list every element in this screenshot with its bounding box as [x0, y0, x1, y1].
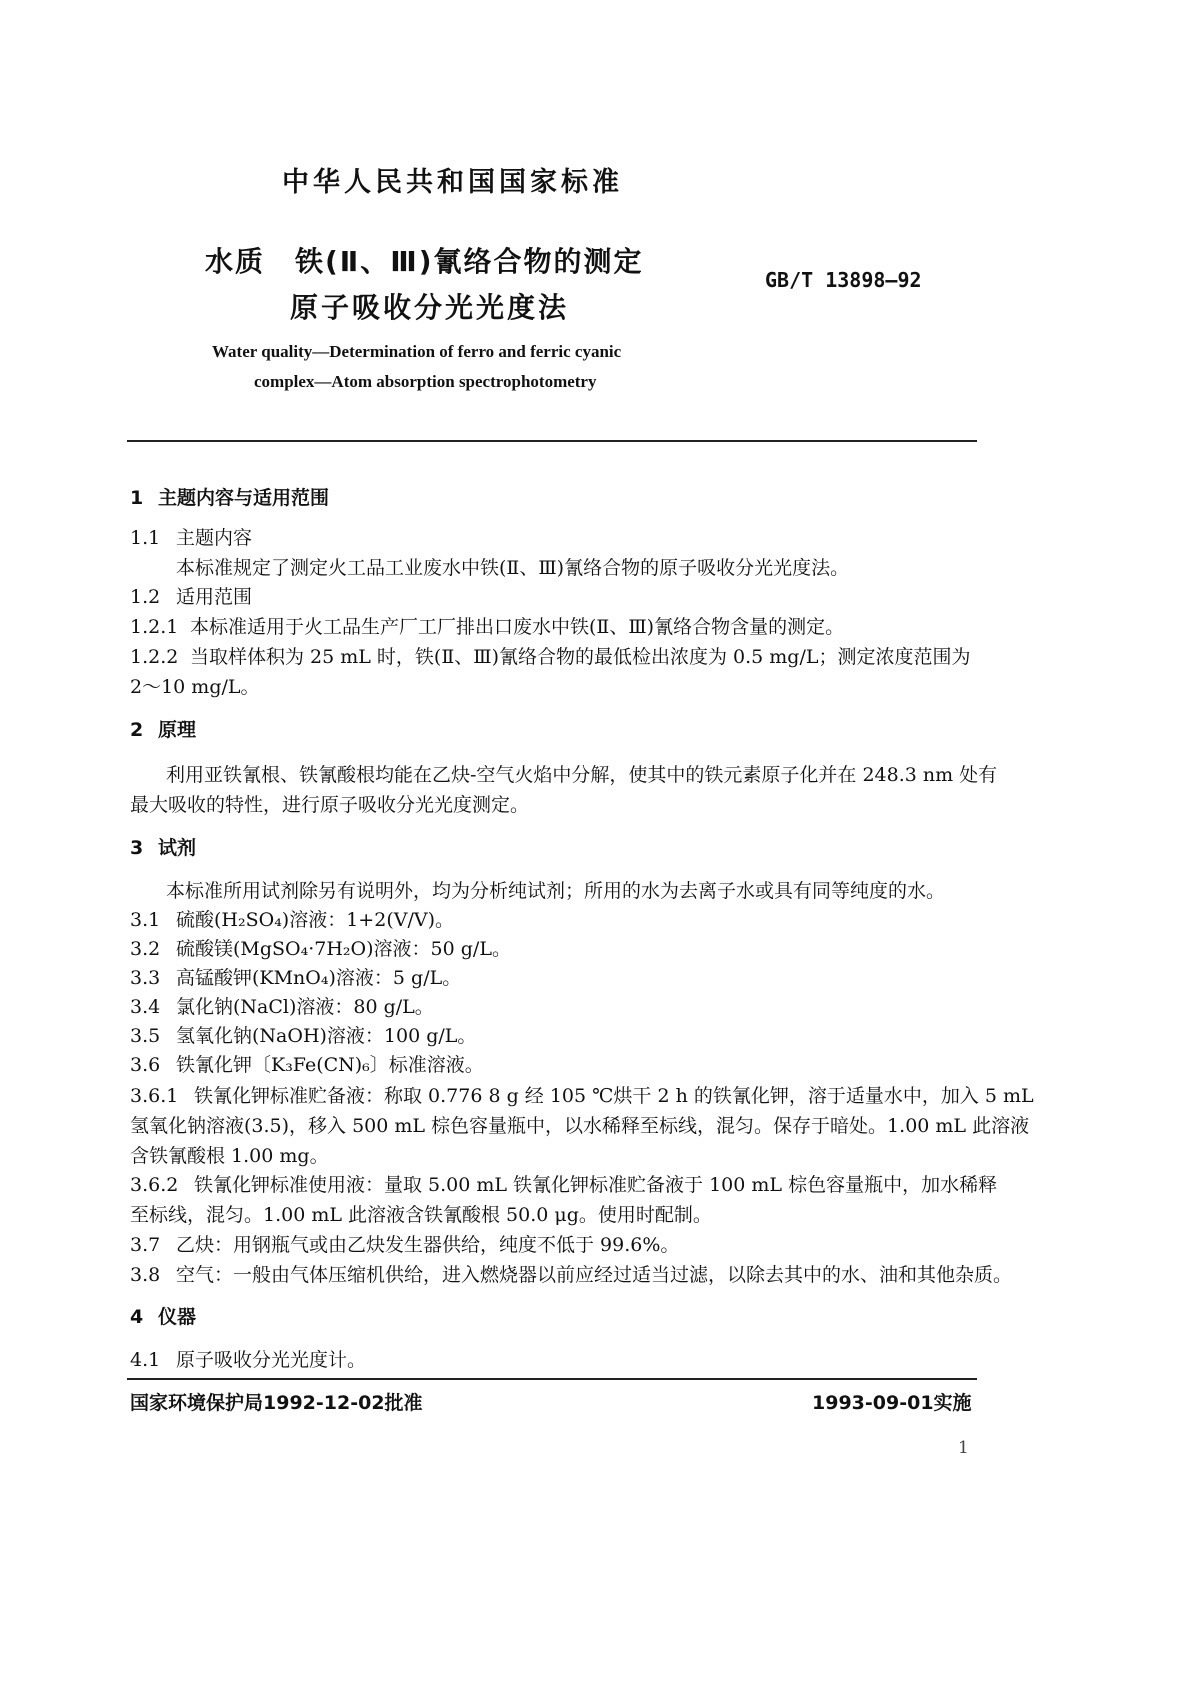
clause-number: 4.1	[130, 1349, 161, 1371]
clause-title: 主题内容	[176, 527, 253, 549]
clause-1-1	[130, 523, 252, 553]
clause-4-1	[130, 1345, 366, 1375]
clause-text: 高锰酸钾(KMnO₄)溶液：5 g/L。	[176, 967, 462, 989]
clause-number: 3.3	[130, 967, 161, 989]
clause-3-5	[130, 1021, 476, 1051]
clause-number: 1.2.2	[130, 646, 179, 668]
clause-number: 3.2	[130, 938, 161, 960]
clause-number: 3.6.2	[130, 1174, 179, 1196]
section-4-heading	[130, 1302, 196, 1329]
clause-text: 乙炔：用钢瓶气或由乙炔发生器供给，纯度不低于 99.6%。	[176, 1234, 680, 1256]
page-number: 1	[958, 1438, 969, 1458]
clause-number: 3.7	[130, 1234, 161, 1256]
clause-number: 3.6	[130, 1054, 161, 1076]
standard-number: GB/T 13898—92	[765, 268, 922, 292]
clause-3-2	[130, 934, 511, 964]
clause-3-6-1-line3: 含铁氰酸根 1.00 mg。	[130, 1145, 329, 1167]
clause-number: 3.8	[130, 1264, 161, 1286]
clause-3-1	[130, 905, 454, 935]
clause-number: 3.6.1	[130, 1085, 179, 1107]
clause-3-6-1	[130, 1081, 1034, 1111]
english-title-line1: Water quality—Determination of ferro and ferric cyanic	[212, 342, 622, 361]
clause-number: 1.1	[130, 527, 161, 549]
footer-divider	[127, 1378, 977, 1380]
implementation-date: 1993-09-01实施	[812, 1392, 972, 1414]
clause-text: 空气：一般由气体压缩机供给，进入燃烧器以前应经过适当过滤，以除去其中的水、油和其他杂质。	[176, 1264, 1013, 1286]
section-number: 2	[130, 719, 144, 741]
section-title: 仪器	[158, 1306, 197, 1328]
clause-number: 1.2	[130, 586, 161, 608]
clause-text: 铁氰化钾标准贮备液：称取 0.776 8 g 经 105 ℃烘干 2 h 的铁氰化钾，溶于适量水中，加入 5 mL	[194, 1085, 1034, 1107]
clause-title: 适用范围	[176, 586, 253, 608]
clause-text: 铁氰化钾〔K₃Fe(CN)₆〕标准溶液。	[176, 1054, 484, 1076]
section-number: 1	[130, 487, 144, 509]
document-title-line2: 原子吸收分光光度法	[290, 291, 570, 324]
section-title: 原理	[158, 719, 197, 741]
header-divider	[127, 440, 977, 442]
section-number: 4	[130, 1306, 144, 1328]
clause-3-6-1-line2: 氢氧化钠溶液(3.5)，移入 500 mL 棕色容量瓶中，以水稀释至标线，混匀。保存于暗处。1.00 mL 此溶液	[130, 1115, 1030, 1137]
clause-3-3	[130, 963, 461, 993]
clause-number: 1.2.1	[130, 616, 179, 638]
clause-number: 3.1	[130, 909, 161, 931]
clause-text: 原子吸收分光光度计。	[176, 1349, 367, 1371]
section-1-heading	[130, 483, 329, 510]
section-title: 主题内容与适用范围	[158, 487, 330, 509]
section-2-text-line2: 最大吸收的特性，进行原子吸收分光光度测定。	[130, 794, 530, 816]
clause-number: 3.4	[130, 996, 161, 1018]
clause-3-6-2-line2: 至标线，混匀。1.00 mL 此溶液含铁氰酸根 50.0 μg。使用时配制。	[130, 1204, 712, 1226]
clause-3-7	[130, 1230, 679, 1260]
clause-text: 铁氰化钾标准使用液：量取 5.00 mL 铁氰化钾标准贮备液于 100 mL 棕色容量瓶中，加水稀释	[194, 1174, 998, 1196]
national-standard-title: 中华人民共和国国家标准	[282, 167, 623, 198]
clause-3-6	[130, 1050, 484, 1080]
clause-text: 本标准适用于火工品生产厂工厂排出口废水中铁(Ⅱ、Ⅲ)氰络合物含量的测定。	[190, 616, 845, 638]
clause-text: 氢氧化钠(NaOH)溶液：100 g/L。	[176, 1025, 477, 1047]
clause-1-2-2-continuation: 2～10 mg/L。	[130, 676, 260, 698]
section-number: 3	[130, 837, 144, 859]
approval-line: 国家环境保护局1992-12-02批准	[130, 1392, 423, 1414]
document-title-line1: 水质 铁(Ⅱ、Ⅲ)氰络合物的测定	[205, 245, 644, 278]
clause-1-2	[130, 582, 252, 612]
section-title: 试剂	[158, 837, 197, 859]
clause-text: 氯化钠(NaCl)溶液：80 g/L。	[176, 996, 434, 1018]
clause-text: 当取样体积为 25 mL 时，铁(Ⅱ、Ⅲ)氰络合物的最低检出浓度为 0.5 mg/L；测定浓度范围为	[190, 646, 971, 668]
clause-1-2-2	[130, 642, 971, 672]
section-3-heading	[130, 833, 196, 860]
english-title-line2: complex—Atom absorption spectrophotometry	[254, 372, 597, 391]
section-2-heading	[130, 715, 196, 742]
section-2-text-line1: 利用亚铁氰根、铁氰酸根均能在乙炔-空气火焰中分解，使其中的铁元素原子化并在 248.3 nm 处有	[166, 764, 998, 786]
clause-3-4	[130, 992, 434, 1022]
clause-3-6-2	[130, 1170, 997, 1200]
clause-text: 硫酸镁(MgSO₄·7H₂O)溶液：50 g/L。	[176, 938, 511, 960]
clause-1-2-1	[130, 612, 844, 642]
clause-1-1-text: 本标准规定了测定火工品工业废水中铁(Ⅱ、Ⅲ)氰络合物的原子吸收分光光度法。	[176, 557, 850, 579]
clause-number: 3.5	[130, 1025, 161, 1047]
clause-text: 硫酸(H₂SO₄)溶液：1+2(V/V)。	[176, 909, 454, 931]
clause-3-8	[130, 1260, 1012, 1290]
section-3-intro: 本标准所用试剂除另有说明外，均为分析纯试剂；所用的水为去离子水或具有同等纯度的水。	[166, 880, 946, 902]
